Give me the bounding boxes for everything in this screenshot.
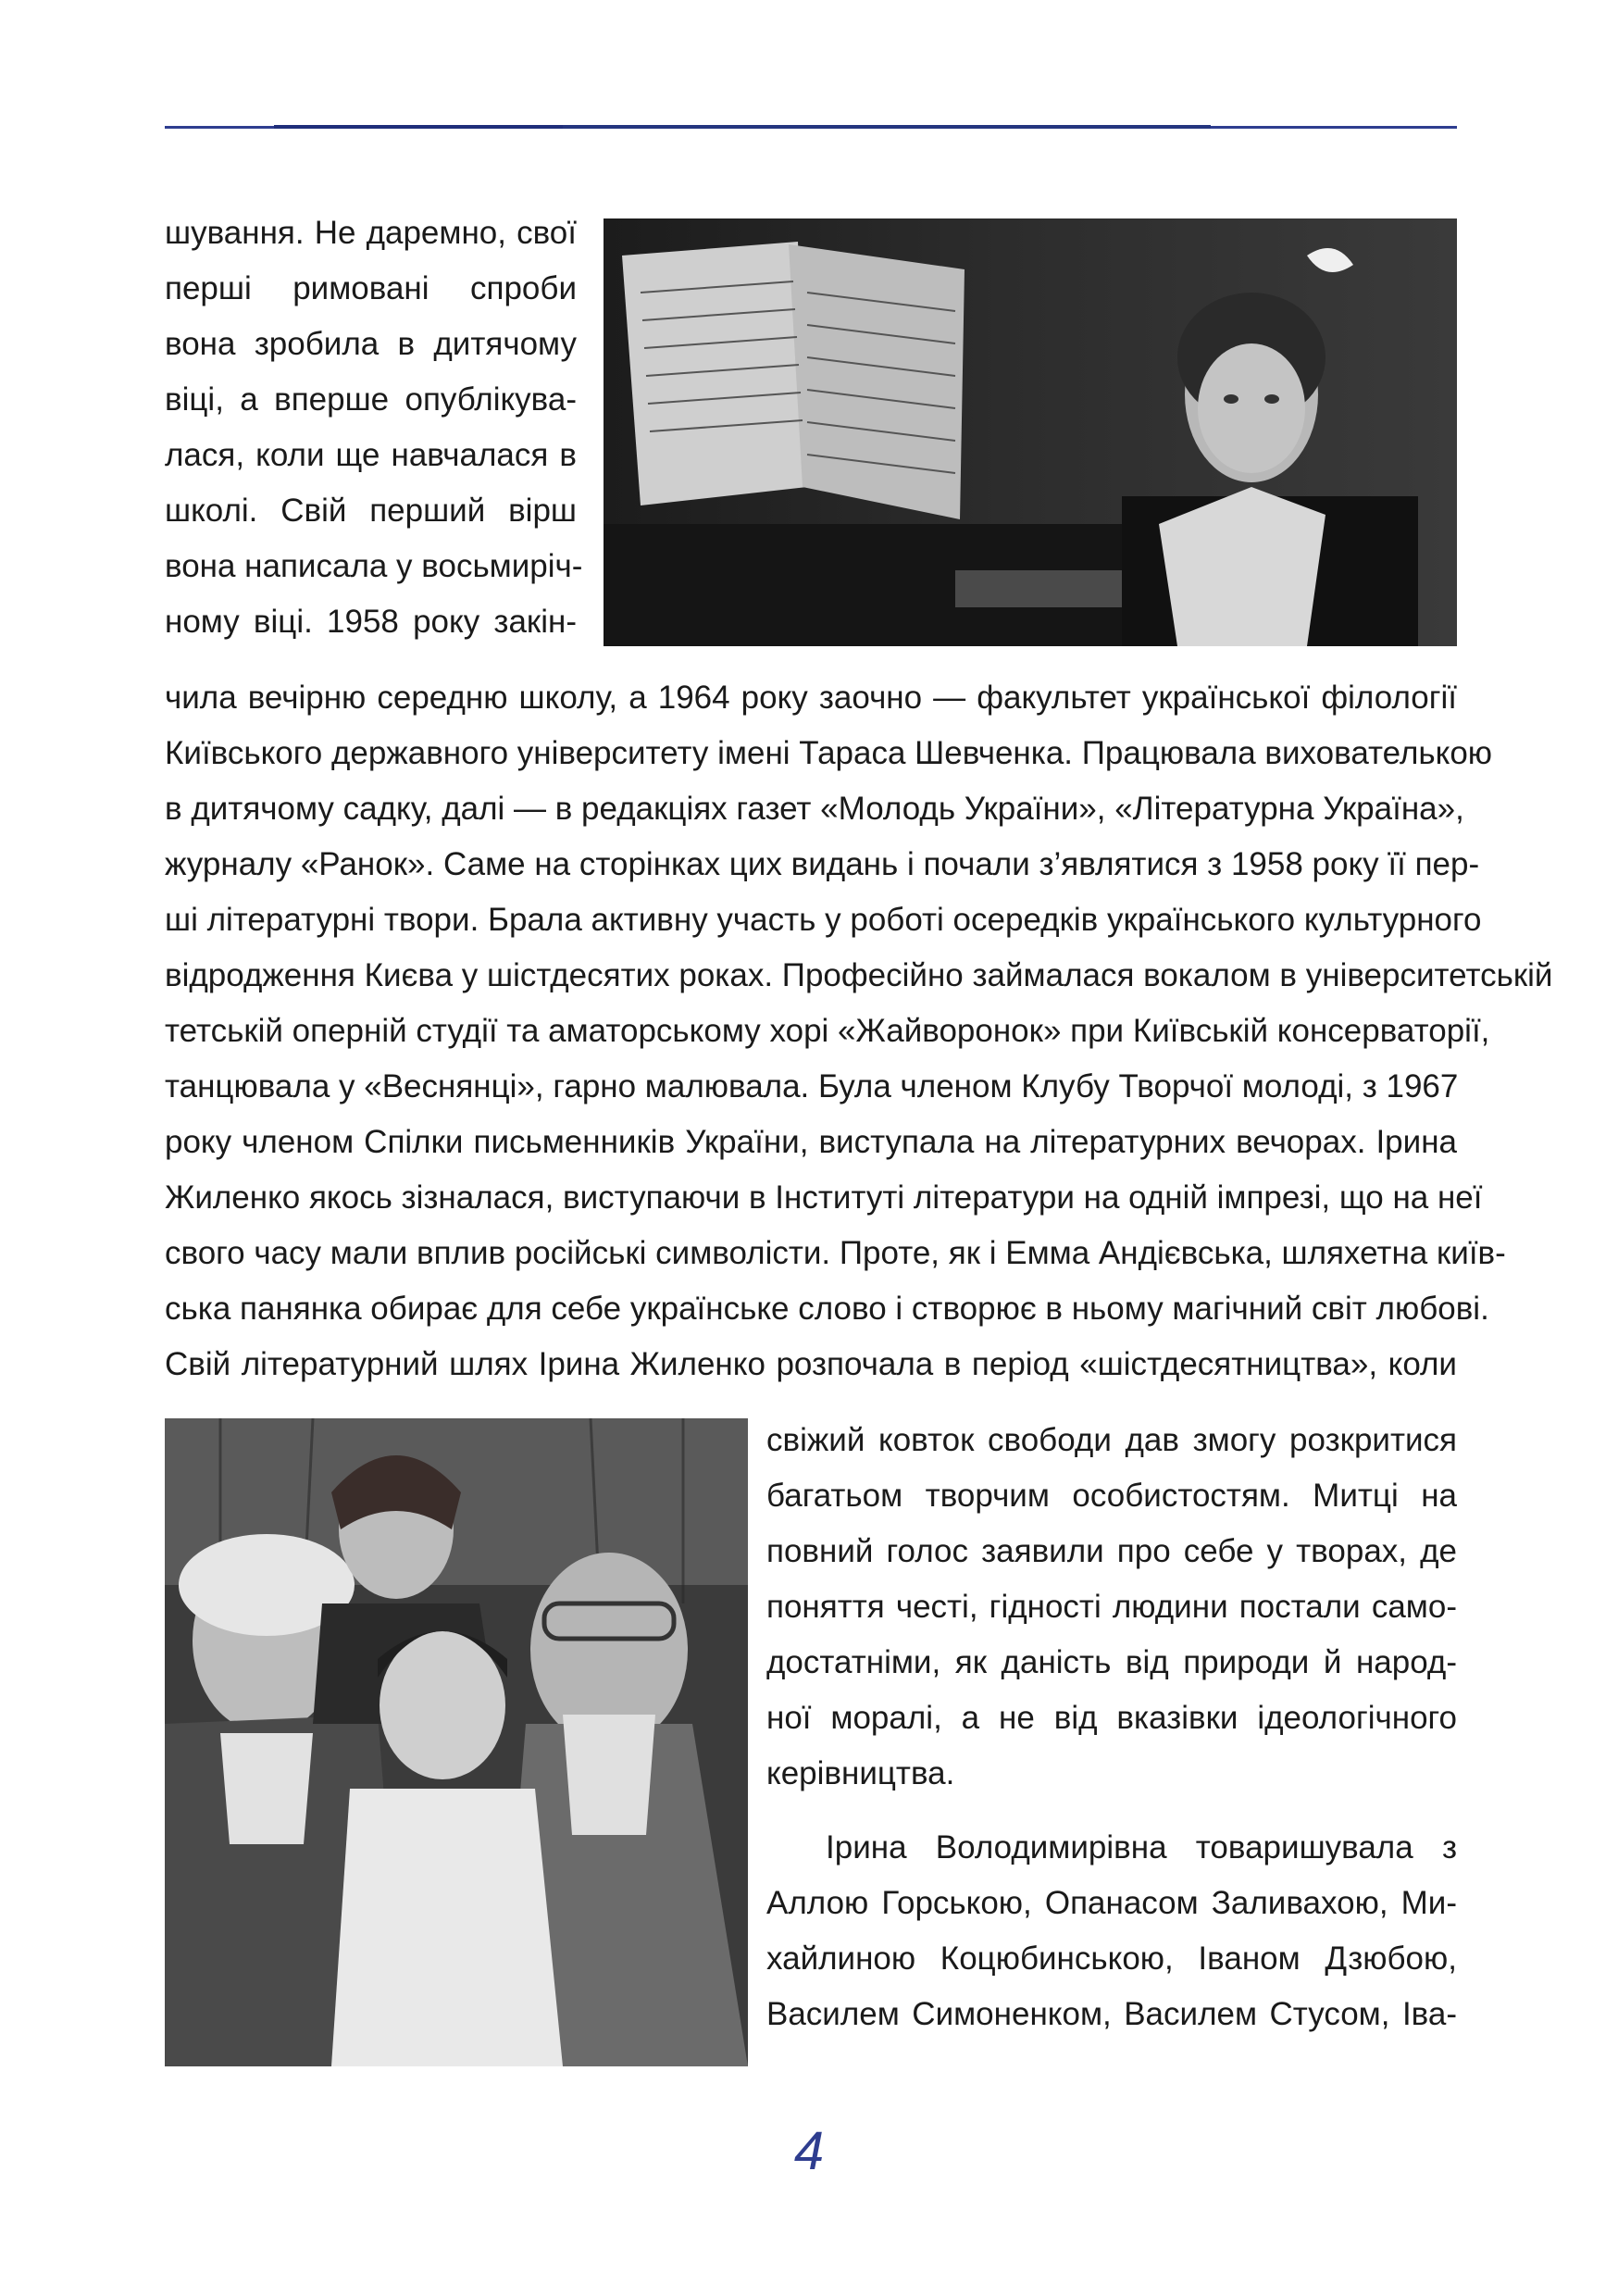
body-line: хайлиною Коцюбинською, Іваном Дзюбою,: [766, 1940, 1457, 1977]
body-line: повний голос заявили про себе у творах, де: [766, 1533, 1457, 1569]
body-line: лася, коли ще навчалася в: [165, 437, 577, 473]
photo-girl-at-piano: [604, 218, 1457, 646]
photo-family-portrait: [165, 1418, 748, 2066]
body-line: ному віці. 1958 року закін-: [165, 604, 577, 640]
body-line: вона написала у восьмиріч-: [165, 548, 583, 584]
header-rule: [165, 125, 1457, 129]
body-line: свіжий ковток свободи дав змогу розкритися: [766, 1422, 1457, 1458]
body-line: журналу «Ранок». Саме на сторінках цих видань і почали з’являтися з 1958 року її пер-: [165, 846, 1480, 882]
body-line: віці, а вперше опублікува-: [165, 381, 577, 418]
body-line: Київського державного університету імені Тараса Шевченка. Працювала вихователькою: [165, 735, 1493, 771]
body-line: року членом Спілки письменників України, виступала на літературних вечорах. Ірина: [165, 1124, 1457, 1160]
body-line: Василем Симоненком, Василем Стусом, Іва-: [766, 1996, 1457, 2032]
body-line: відродження Києва у шістдесятих роках. Професійно займалася вокалом в університетській: [165, 957, 1553, 993]
body-line: Аллою Горською, Опанасом Заливахою, Ми-: [766, 1885, 1457, 1921]
body-line: Жиленко якось зізналася, виступаючи в Інституті літератури на одній імпрезі, що на неї: [165, 1179, 1483, 1216]
body-line: свого часу мали вплив російські символісти. Проте, як і Емма Андієвська, шляхетна київ-: [165, 1235, 1506, 1271]
body-line: вона зробила в дитячому: [165, 326, 577, 362]
body-line: ші літературні твори. Брала активну участь у роботі осередків українського культурного: [165, 902, 1482, 938]
body-line: керівництва.: [766, 1755, 955, 1791]
body-line: поняття честі, гідності людини постали само-: [766, 1589, 1457, 1625]
body-line: ної моралі, а не від вказівки ідеологічного: [766, 1700, 1457, 1736]
body-line: шування. Не даремно, свої: [165, 215, 577, 251]
body-line: перші римовані спроби: [165, 270, 577, 306]
photo-icon: [165, 1418, 748, 2066]
body-line: достатніми, як даність від природи й народ-: [766, 1644, 1457, 1680]
body-line: чила вечірню середню школу, а 1964 року заочно — факультет української філології: [165, 680, 1457, 716]
photo-icon: [604, 218, 1457, 646]
body-line-indented: Ірина Володимирівна товаришувала з: [826, 1829, 1457, 1866]
body-line: в дитячому садку, далі — в редакціях газет «Молодь України», «Літературна Україна»,: [165, 791, 1464, 827]
body-line: тетській оперній студії та аматорському хорі «Жайворонок» при Київській консерваторії,: [165, 1013, 1490, 1049]
page-number: 4: [793, 2121, 825, 2181]
body-line: Свій літературний шлях Ірина Жиленко розпочала в період «шістдесятництва», коли: [165, 1346, 1457, 1382]
body-line: школі. Свій перший вірш: [165, 493, 577, 529]
body-line: танцювала у «Веснянці», гарно малювала. Була членом Клубу Творчої молоді, з 1967: [165, 1068, 1459, 1104]
body-line: ська панянка обирає для себе українське слово і створює в ньому магічний світ любові.: [165, 1291, 1489, 1327]
body-line: багатьом творчим особистостям. Митці на: [766, 1478, 1457, 1514]
